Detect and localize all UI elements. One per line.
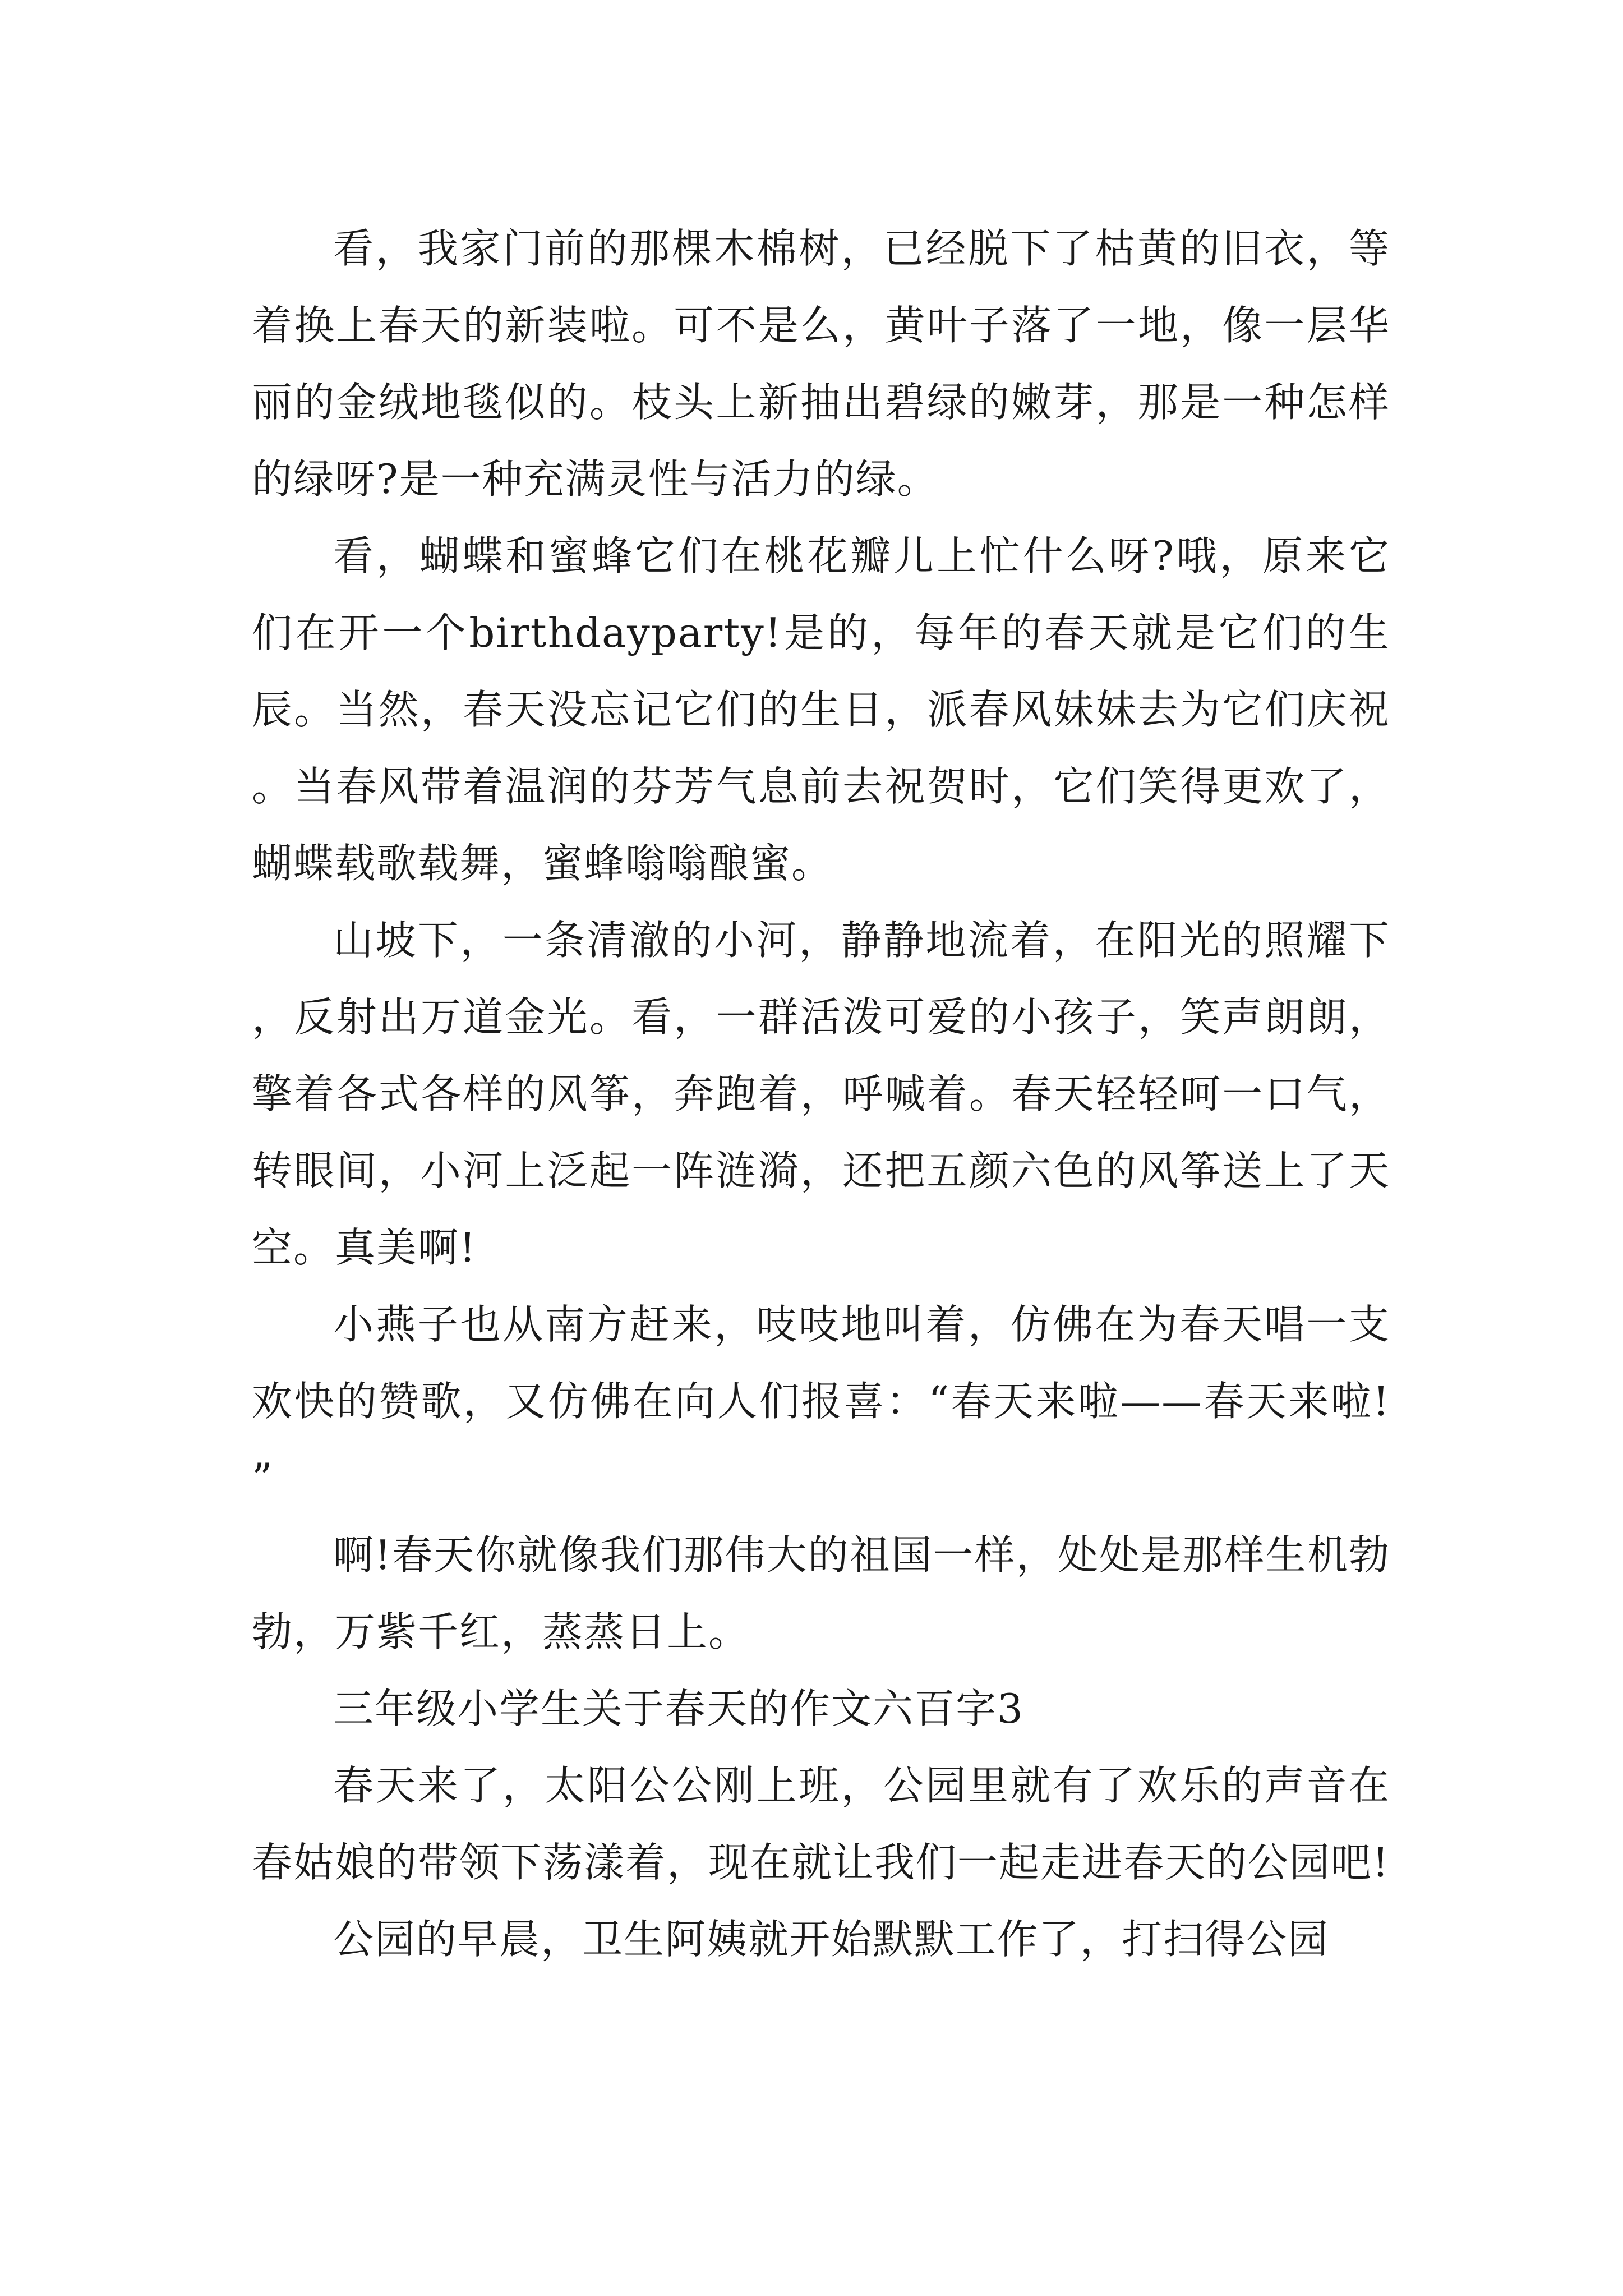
essay-heading-3: 三年级小学生关于春天的作文六百字3 <box>333 1685 1024 1732</box>
paragraph-motherland: 啊!春天你就像我们那伟大的祖国一样，处处是那样生机勃勃，万紫千红，蒸蒸日上。 <box>252 1531 1390 1655</box>
paragraph-swallows: 小燕子也从南方赶来，吱吱地叫着，仿佛在为春天唱一支欢快的赞歌，又仿佛在向人们报喜：“春天来啦——春天来啦!” <box>252 1301 1390 1502</box>
document-body <box>252 210 1390 1978</box>
paragraph-river-kites: 山坡下，一条清澈的小河，静静地流着，在阳光的照耀下，反射出万道金光。看，一群活泼可爱的小孩子，笑声朗朗，擎着各式各样的风筝，奔跑着，呼喊着。春天轻轻呵一口气，转眼间，小河上泛起一阵涟漪，还把五颜六色的风筝送上了天空。真美啊! <box>252 917 1390 1271</box>
paragraph-spring-park: 春天来了，太阳公公刚上班，公园里就有了欢乐的声音在春姑娘的带领下荡漾着，现在就让我们一起走进春天的公园吧! <box>252 1762 1390 1886</box>
paragraph-butterflies-bees: 看，蝴蝶和蜜蜂它们在桃花瓣儿上忙什么呀?哦，原来它们在开一个birthdayparty!是的，每年的春天就是它们的生辰。当然，春天没忘记它们的生日，派春风妹妹去为它们庆祝。当春风带着温润的芬芳气息前去祝贺时，它们笑得更欢了，蝴蝶载歌载舞，蜜蜂嗡嗡酿蜜。 <box>252 532 1390 887</box>
paragraph-mumian-tree: 看，我家门前的那棵木棉树，已经脱下了枯黄的旧衣，等着换上春天的新装啦。可不是么，黄叶子落了一地，像一层华丽的金绒地毯似的。枝头上新抽出碧绿的嫩芽，那是一种怎样的绿呀?是一种充满灵性与活力的绿。 <box>252 225 1390 503</box>
paragraph-park-morning: 公园的早晨，卫生阿姨就开始默默工作了，打扫得公园 <box>333 1916 1330 1963</box>
